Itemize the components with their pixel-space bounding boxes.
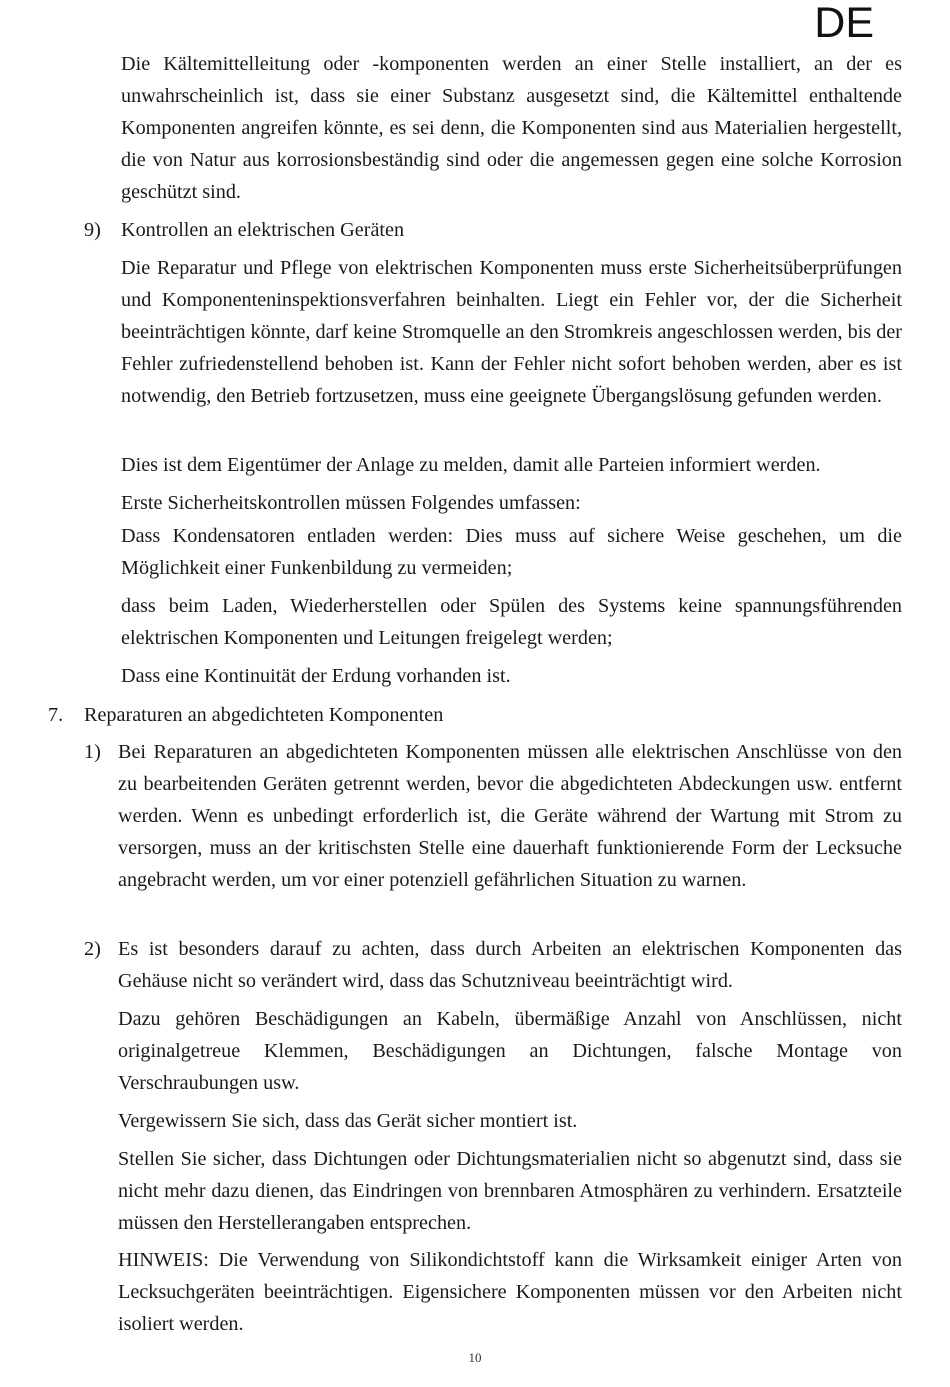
- paragraph-repair-maintenance: Die Reparatur und Pflege von elektrischen Komponenten muss erste Sicherheitsüberprüfungen und Komponenteninspektionsverfahren beinhalten. Liegt ein Fehler vor, der die Sicherheit beeinträchtigen könnte, darf keine Stromquelle an den Stromkreis angeschlossen werden, bis der Fehler zufriedenstellend behoben ist. Kann der Fehler nicht sofort behoben werden, aber es ist notwendig, den Betrieb fortzusetzen, muss eine geeignete Übergangslösung gefunden werden.: [121, 257, 902, 407]
- item-number-9: 9): [84, 219, 101, 241]
- paragraph-seals-condition: Stellen Sie sicher, dass Dichtungen oder Dichtungsmaterialien nicht so abgenutzt sind, dass sie nicht mehr dazu dienen, das Eindringen von brennbaren Atmosphären zu verhindern. Ersatzteile müssen den Herstellerangaben entsprechen.: [118, 1148, 902, 1234]
- item-number-2: 2): [84, 938, 101, 960]
- paragraph-initial-checks: Erste Sicherheitskontrollen müssen Folgendes umfassen:: [121, 492, 581, 514]
- item-heading-electrical-checks: Kontrollen an elektrischen Geräten: [121, 219, 405, 241]
- item-text-disconnect: Bei Reparaturen an abgedichteten Komponenten müssen alle elektrischen Anschlüsse von den zu bearbeitenden Geräten getrennt werden, bevor die abgedichteten Abdeckungen usw. entfernt werden. Wenn es unbedingt erforderlich ist, die Geräte während der Wartung mit Strom zu versorgen, muss an der kritischsten Stelle eine dauerhaft funktionierende Form der Lecksuche angebracht werden, um vor einer potenziell gefährlichen Situation zu warnen.: [118, 741, 902, 891]
- language-label: DE: [814, 0, 874, 47]
- paragraph-note-silicone: HINWEIS: Die Verwendung von Silikondichtstoff kann die Wirksamkeit einiger Arten von Lecksuchgeräten beeinträchtigen. Eigensichere Komponenten müssen vor den Arbeiten nicht isoliert werden.: [118, 1249, 902, 1335]
- section-number-7: 7.: [48, 704, 64, 726]
- paragraph-capacitors: Dass Kondensatoren entladen werden: Dies muss auf sichere Weise geschehen, um die Möglichkeit einer Funkenbildung zu vermeiden;: [121, 525, 902, 579]
- paragraph-earth-continuity: Dass eine Kontinuität der Erdung vorhanden ist.: [121, 665, 511, 687]
- paragraph-refrigerant-location: Die Kältemittelleitung oder -komponenten werden an einer Stelle installiert, an der es unwahrscheinlich ist, dass sie einer Substanz ausgesetzt sind, die Kältemittel enthaltende Komponenten angreifen könnte, es sei denn, die Komponenten sind aus Materialien hergestellt, die von Natur aus korrosionsbeständig sind oder die angemessen gegen eine solche Korrosion geschützt sind.: [121, 53, 902, 203]
- paragraph-live-components: dass beim Laden, Wiederherstellen oder Spülen des Systems keine spannungsführenden elektrischen Komponenten und Leitungen freigelegt werden;: [121, 595, 902, 649]
- item-text-housing: Es ist besonders darauf zu achten, dass durch Arbeiten an elektrischen Komponenten das Gehäuse nicht so verändert wird, dass das Schutzniveau beeinträchtigt wird.: [118, 938, 902, 992]
- paragraph-report-owner: Dies ist dem Eigentümer der Anlage zu melden, damit alle Parteien informiert werden.: [121, 454, 821, 476]
- item-number-1: 1): [84, 741, 101, 763]
- section-heading-sealed-components: Reparaturen an abgedichteten Komponenten: [84, 704, 444, 726]
- page-number: 10: [468, 1350, 482, 1365]
- paragraph-mounted-securely: Vergewissern Sie sich, dass das Gerät sicher montiert ist.: [118, 1110, 578, 1132]
- paragraph-damage-examples: Dazu gehören Beschädigungen an Kabeln, übermäßige Anzahl von Anschlüssen, nicht originalgetreue Klemmen, Beschädigungen an Dichtungen, falsche Montage von Verschraubungen usw.: [118, 1008, 902, 1094]
